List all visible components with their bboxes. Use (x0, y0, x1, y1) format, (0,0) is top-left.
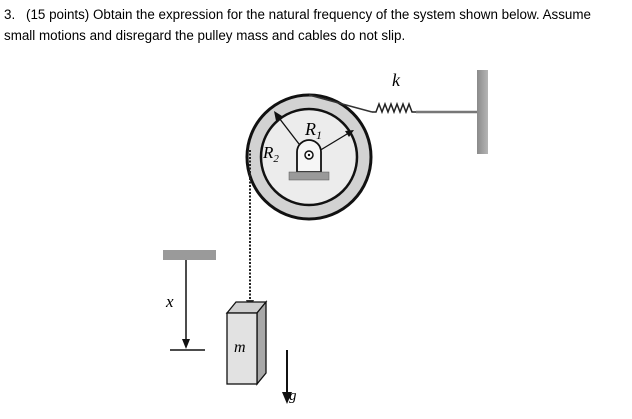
problem-text-2: small motions and disregard the pulley mass and cables do not slip. (4, 28, 406, 43)
r2-label: $R_2$ (263, 143, 279, 165)
gravity-label: g (289, 388, 297, 404)
displacement-label: x (166, 292, 174, 311)
problem-number: 3. (4, 7, 16, 22)
mass-label: m (234, 339, 246, 356)
mass-block-side (257, 302, 266, 384)
problem-points: (15 points) (26, 7, 90, 22)
problem-text-1: Obtain the expression for the natural frequency of the system shown below. Assume (93, 7, 591, 22)
r1-label: $R_1$ (305, 119, 322, 142)
wall (477, 70, 488, 154)
reference-ceiling (163, 250, 216, 260)
spring-label: k (392, 70, 400, 90)
pivot-base (289, 172, 329, 180)
pivot-pin-center (308, 154, 310, 156)
displacement-arrowhead (182, 339, 190, 349)
